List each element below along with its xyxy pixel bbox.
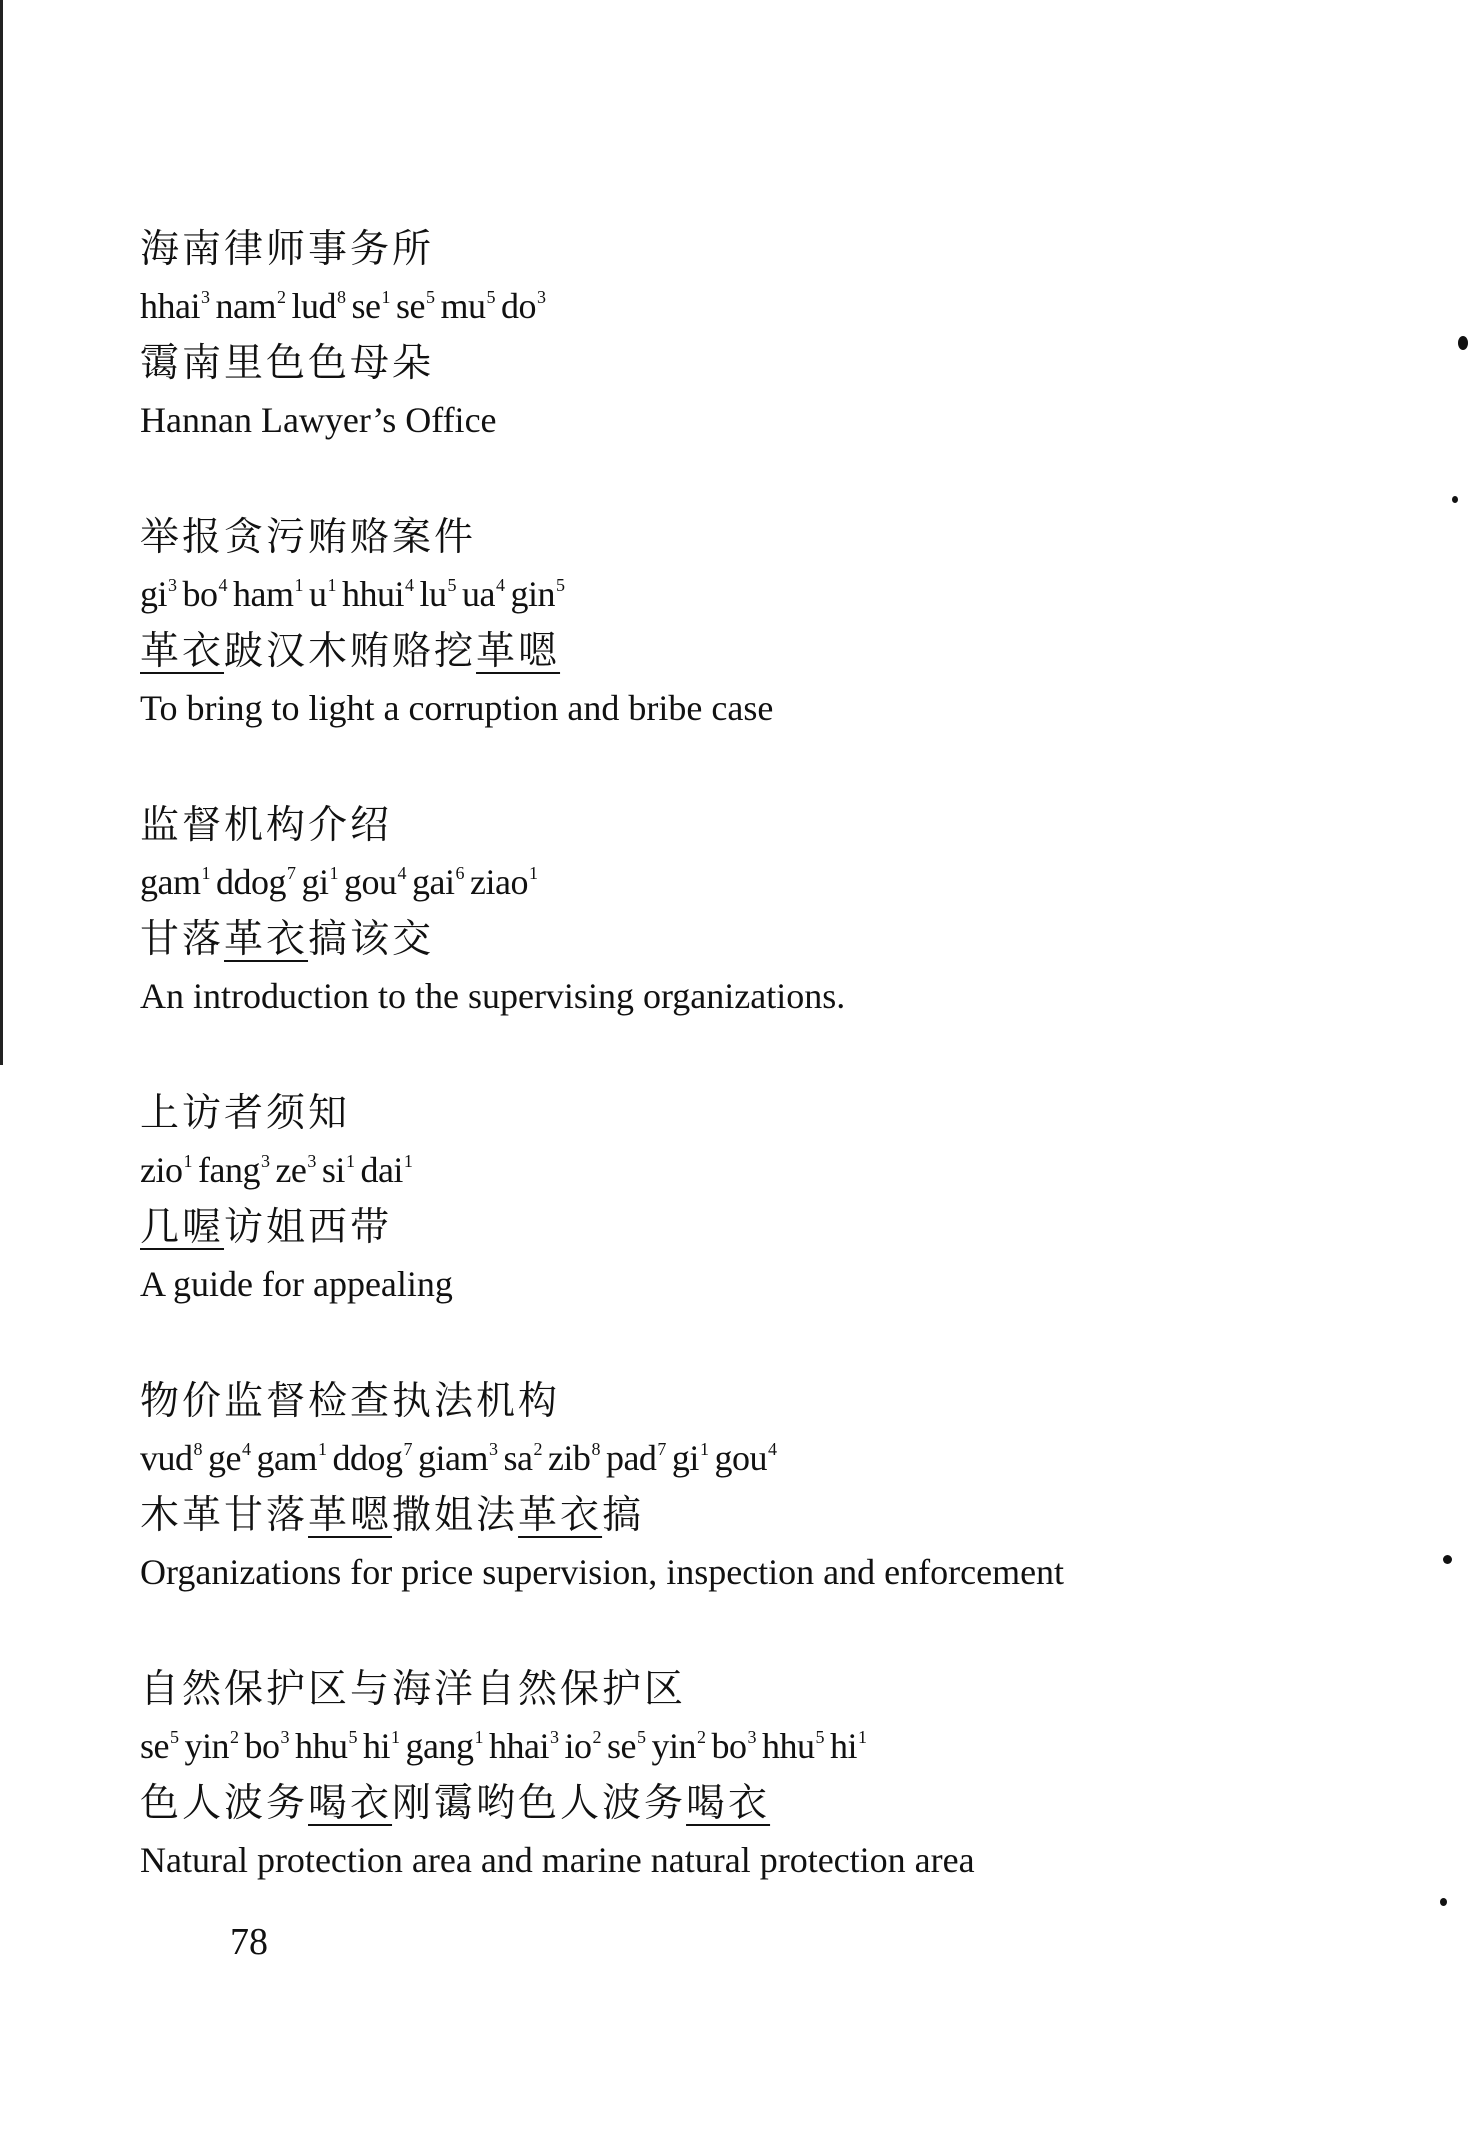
english-translation: To bring to light a corruption and bribe case — [140, 688, 774, 728]
page-number: 78 — [230, 1921, 268, 1963]
syllable: sa — [503, 1438, 533, 1478]
chinese-term: 上访者须知 — [140, 1091, 351, 1136]
tone-number: 4 — [397, 863, 406, 883]
syllable: se — [140, 1726, 169, 1766]
tone-number: 3 — [747, 1727, 757, 1747]
syllable: bo — [182, 574, 218, 614]
syllable: yin — [184, 1726, 230, 1766]
syllable: nam — [215, 286, 276, 326]
romanization-line — [140, 288, 552, 344]
entry — [140, 1667, 975, 1898]
tone-number: 3 — [260, 1151, 270, 1171]
tone-number: 1 — [201, 863, 210, 883]
segment: 刚霭哟色人波务 — [392, 1781, 687, 1826]
chinese-term: 监督机构介绍 — [140, 803, 393, 848]
entry — [140, 1091, 453, 1322]
margin-mark — [1440, 1898, 1447, 1906]
syllable: hhai — [489, 1726, 549, 1766]
tone-number: 1 — [317, 1439, 327, 1459]
chinese-term: 自然保护区与海洋自然保护区 — [140, 1667, 687, 1712]
syllable: zio — [140, 1150, 183, 1190]
tone-number: 4 — [405, 575, 414, 595]
tone-number: 7 — [403, 1439, 412, 1459]
syllable: giam — [417, 1438, 488, 1478]
tone-number: 4 — [496, 575, 505, 595]
underlined-segment: 革衣 — [518, 1493, 603, 1538]
underlined-segment: 革衣 — [140, 629, 225, 674]
dialect-transcription — [140, 1205, 453, 1266]
syllable: ham — [233, 574, 294, 614]
tone-number: 5 — [815, 1727, 825, 1747]
tone-number: 1 — [391, 1727, 400, 1747]
entry — [140, 515, 774, 746]
syllable: lu — [419, 574, 447, 614]
tone-number: 5 — [447, 575, 457, 595]
segment: 撒姐法 — [392, 1493, 519, 1538]
tone-number: 7 — [657, 1439, 666, 1459]
margin-mark — [1458, 336, 1468, 350]
tone-number: 5 — [637, 1727, 646, 1747]
syllable: zib — [547, 1438, 591, 1478]
syllable: hhui — [342, 574, 405, 614]
underlined-segment: 革嗯 — [476, 629, 561, 674]
syllable: fang — [197, 1150, 260, 1190]
tone-number: 3 — [307, 1151, 316, 1171]
tone-number: 5 — [348, 1727, 358, 1747]
syllable: hi — [363, 1726, 391, 1766]
syllable: ze — [275, 1150, 307, 1190]
syllable: bo — [244, 1726, 280, 1766]
tone-number: 1 — [327, 575, 336, 595]
tone-number: 3 — [537, 287, 546, 307]
entry — [140, 803, 846, 1034]
english-translation: A guide for appealing — [140, 1264, 453, 1304]
syllable: hhai — [140, 286, 200, 326]
english-translation: Natural protection area and marine natural protection area — [140, 1840, 975, 1880]
tone-number: 5 — [425, 287, 435, 307]
dialect-transcription — [140, 917, 845, 978]
tone-number: 8 — [336, 287, 346, 307]
segment: 搞该交 — [308, 917, 435, 962]
tone-number: 2 — [697, 1727, 706, 1747]
tone-number: 1 — [528, 863, 538, 883]
tone-number: 1 — [183, 1151, 192, 1171]
romanization-line — [140, 1440, 1064, 1496]
tone-number: 2 — [592, 1727, 602, 1747]
underlined-segment: 喝衣 — [308, 1781, 393, 1826]
syllable: hi — [830, 1726, 858, 1766]
syllable: io — [564, 1726, 592, 1766]
margin-mark — [1443, 1555, 1452, 1564]
tone-number: 2 — [230, 1727, 239, 1747]
segment: 色人波务 — [140, 1781, 309, 1826]
chinese-term: 举报贪污贿赂案件 — [140, 515, 477, 560]
tone-number: 3 — [280, 1727, 290, 1747]
syllable: si — [321, 1150, 345, 1190]
tone-number: 7 — [286, 863, 296, 883]
syllable: ua — [462, 574, 496, 614]
romanization-line — [140, 1728, 975, 1784]
syllable: gi — [301, 862, 329, 902]
tone-number: 1 — [294, 575, 303, 595]
syllable: dai — [360, 1150, 403, 1190]
syllable: gou — [714, 1438, 767, 1478]
syllable: ddog — [215, 862, 286, 902]
syllable: gam — [256, 1438, 317, 1478]
tone-number: 1 — [858, 1727, 867, 1747]
tone-number: 5 — [486, 287, 495, 307]
tone-number: 1 — [345, 1151, 355, 1171]
tone-number: 3 — [550, 1727, 559, 1747]
chinese-term: 物价监督检查执法机构 — [140, 1379, 561, 1424]
tone-number: 5 — [556, 575, 565, 595]
underlined-segment: 喝衣 — [686, 1781, 771, 1826]
chinese-term: 海南律师事务所 — [140, 227, 435, 272]
margin-mark — [1452, 496, 1458, 503]
tone-number: 5 — [170, 1727, 179, 1747]
romanization-line — [140, 864, 845, 920]
tone-number: 3 — [168, 575, 177, 595]
syllable: u — [309, 574, 327, 614]
syllable: gang — [405, 1726, 474, 1766]
romanization-line — [140, 576, 773, 632]
syllable: yin — [651, 1726, 697, 1766]
entry — [140, 1379, 1065, 1610]
tone-number: 1 — [403, 1151, 413, 1171]
syllable: bo — [711, 1726, 747, 1766]
syllable: se — [607, 1726, 637, 1766]
english-translation: Hannan Lawyer’s Office — [140, 400, 497, 440]
syllable: gai — [412, 862, 455, 902]
syllable: ddog — [332, 1438, 403, 1478]
syllable: mu — [440, 286, 486, 326]
syllable: gi — [671, 1438, 699, 1478]
syllable: se — [351, 286, 381, 326]
syllable: ziao — [469, 862, 528, 902]
underlined-segment: 几喔 — [140, 1205, 225, 1250]
tone-number: 4 — [241, 1439, 251, 1459]
tone-number: 8 — [193, 1439, 202, 1459]
page-left-edge-rule — [0, 0, 3, 1065]
tone-number: 1 — [329, 863, 338, 883]
syllable: hhu — [295, 1726, 348, 1766]
tone-number: 1 — [381, 287, 390, 307]
syllable: se — [395, 286, 425, 326]
tone-number: 6 — [455, 863, 464, 883]
dialect-transcription — [140, 1781, 975, 1842]
tone-number: 2 — [276, 287, 286, 307]
dialect-transcription — [140, 341, 552, 402]
english-translation: Organizations for price supervision, inspection and enforcement — [140, 1552, 1065, 1592]
tone-number: 8 — [591, 1439, 600, 1459]
english-translation: An introduction to the supervising organizations. — [140, 976, 846, 1016]
dialect-transcription — [140, 1493, 1064, 1554]
syllable: hhu — [762, 1726, 815, 1766]
segment: 霭南里色色母朵 — [140, 341, 435, 386]
segment: 搞 — [602, 1493, 645, 1538]
segment: 甘落 — [140, 917, 225, 962]
tone-number: 3 — [200, 287, 210, 307]
syllable: gam — [140, 862, 201, 902]
tone-number: 4 — [218, 575, 228, 595]
tone-number: 4 — [767, 1439, 777, 1459]
syllable: ge — [208, 1438, 241, 1478]
entry — [140, 227, 552, 458]
segment: 访姐西带 — [224, 1205, 393, 1250]
tone-number: 1 — [474, 1727, 484, 1747]
syllable: lud — [291, 286, 336, 326]
romanization-line — [140, 1152, 453, 1208]
tone-number: 1 — [699, 1439, 709, 1459]
underlined-segment: 革嗯 — [308, 1493, 393, 1538]
syllable: gi — [140, 574, 168, 614]
segment: 木革甘落 — [140, 1493, 309, 1538]
segment: 跛汉木贿赂挖 — [224, 629, 477, 674]
syllable: vud — [140, 1438, 193, 1478]
syllable: do — [501, 286, 536, 326]
underlined-segment: 革衣 — [224, 917, 309, 962]
dialect-transcription — [140, 629, 773, 690]
syllable: gou — [344, 862, 397, 902]
syllable: gin — [510, 574, 556, 614]
tone-number: 2 — [533, 1439, 542, 1459]
syllable: pad — [605, 1438, 657, 1478]
tone-number: 3 — [488, 1439, 498, 1459]
